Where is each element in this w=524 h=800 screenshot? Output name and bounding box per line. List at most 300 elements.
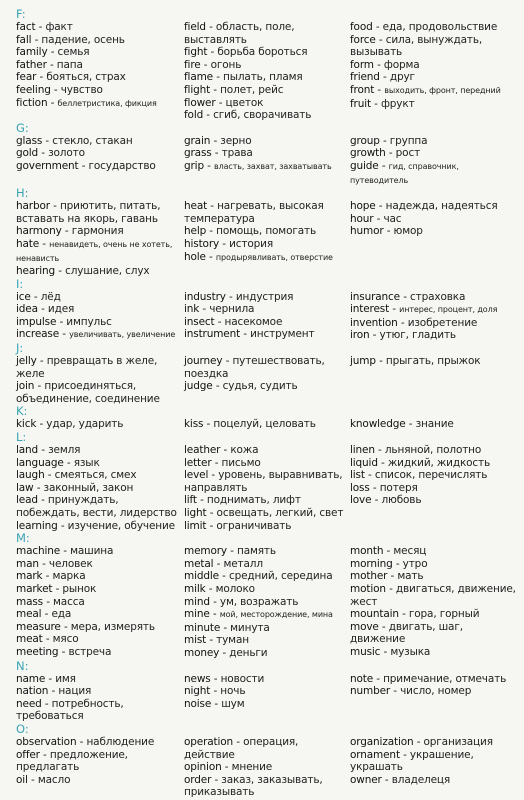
- vocabulary-entry: [350, 225, 518, 238]
- english-word: invention: [350, 316, 398, 329]
- vocabulary-entry: [184, 634, 350, 647]
- letter-section: [16, 532, 518, 659]
- russian-translation: час: [383, 212, 402, 225]
- entry-separator: -: [43, 595, 54, 608]
- entry-separator: -: [42, 134, 53, 147]
- word-column: [16, 736, 184, 799]
- vocabulary-entry: [350, 355, 518, 368]
- russian-translation: мать: [397, 570, 424, 583]
- entry-separator: -: [63, 456, 74, 469]
- entry-separator: -: [378, 159, 389, 172]
- vocabulary-entry: [184, 469, 350, 494]
- english-word: man: [16, 557, 39, 570]
- russian-translation: бояться, страх: [46, 71, 126, 84]
- russian-translation: поцелуй, целовать: [213, 418, 316, 431]
- russian-translation: знание: [415, 418, 454, 431]
- english-word: oil: [16, 773, 28, 786]
- entry-separator: -: [219, 237, 230, 250]
- english-word: judge: [184, 380, 213, 393]
- english-word: glass: [16, 134, 43, 147]
- vocabulary-entry: [16, 457, 184, 470]
- russian-translation: полет, рейс: [220, 83, 284, 96]
- vocabulary-entry: [16, 633, 184, 646]
- entry-separator: -: [39, 237, 50, 250]
- russian-translation: изобретение: [407, 316, 478, 329]
- vocabulary-entry: [16, 520, 184, 533]
- word-column: [184, 418, 350, 431]
- vocabulary-entry: [350, 469, 518, 482]
- entry-separator: -: [45, 672, 56, 685]
- entry-separator: -: [378, 620, 389, 633]
- entry-separator: -: [57, 519, 68, 532]
- english-word: mass: [16, 595, 44, 608]
- russian-translation: борьба бороться: [217, 46, 308, 59]
- section-letter-heading: K:: [16, 404, 28, 419]
- entry-separator: -: [375, 33, 386, 46]
- word-column: [184, 673, 350, 723]
- entry-separator: -: [38, 557, 49, 570]
- entry-separator: -: [206, 225, 217, 238]
- vocabulary-entry: [350, 147, 518, 160]
- russian-translation: жидкий, жидкость: [387, 456, 491, 469]
- entry-separator: -: [369, 481, 380, 494]
- vocabulary-entry: [16, 316, 184, 329]
- english-word: month: [350, 545, 384, 558]
- russian-translation: месяц: [393, 545, 427, 558]
- entry-separator: -: [205, 582, 216, 595]
- english-word: meal: [16, 608, 42, 621]
- russian-translation: предложение, предлагать: [16, 748, 128, 774]
- entry-separator: -: [212, 380, 223, 393]
- entry-separator: -: [50, 83, 61, 96]
- section-columns: [16, 673, 518, 723]
- entry-separator: -: [400, 290, 411, 303]
- entry-separator: -: [226, 545, 237, 558]
- english-word: nation: [16, 685, 49, 698]
- entry-separator: -: [381, 773, 392, 786]
- english-word: friend: [350, 71, 380, 84]
- vocabulary-entry: [16, 698, 184, 723]
- letter-section: [16, 405, 518, 431]
- russian-translation: продырявливать, отверстие: [215, 252, 333, 262]
- russian-translation: сгиб, сворачивать: [213, 109, 312, 122]
- english-word: move: [350, 620, 379, 633]
- english-word: list: [350, 469, 365, 482]
- english-word: increase: [16, 328, 60, 341]
- russian-translation: страховка: [410, 290, 466, 303]
- entry-separator: -: [203, 159, 214, 172]
- english-word: join: [16, 380, 35, 393]
- entry-separator: -: [206, 634, 217, 647]
- vocabulary-entry: [184, 380, 350, 393]
- vocabulary-entry: [350, 444, 518, 457]
- word-column: [184, 200, 350, 278]
- entry-separator: -: [36, 355, 47, 368]
- section-columns: [16, 418, 518, 431]
- vocabulary-entry: [350, 570, 518, 583]
- vocabulary-entry: [16, 646, 184, 659]
- russian-translation: земля: [48, 444, 81, 457]
- entry-separator: -: [211, 456, 222, 469]
- vocabulary-entry: [350, 71, 518, 84]
- entry-separator: -: [210, 83, 221, 96]
- letter-section: [16, 187, 518, 278]
- vocabulary-entry: [350, 457, 518, 470]
- english-word: help: [184, 225, 207, 238]
- english-word: idea: [16, 303, 38, 316]
- english-word: love: [350, 494, 372, 507]
- section-columns: [16, 291, 518, 342]
- russian-translation: кожа: [230, 444, 259, 457]
- word-column: [184, 355, 350, 405]
- russian-translation: освещать, легкий, свет: [216, 507, 344, 519]
- entry-separator: -: [370, 97, 381, 110]
- entry-separator: -: [42, 633, 53, 646]
- entry-separator: -: [213, 71, 224, 84]
- entry-separator: -: [213, 557, 224, 570]
- russian-translation: область, поле, выставлять: [184, 21, 295, 46]
- entry-separator: -: [390, 685, 401, 698]
- vocabulary-entry: [184, 494, 350, 507]
- entry-separator: -: [220, 444, 231, 457]
- entry-separator: -: [392, 557, 403, 570]
- english-word: fight: [184, 46, 208, 59]
- russian-translation: присоединяться, объединение, соединение: [16, 380, 160, 405]
- vocabulary-entry: [184, 225, 350, 238]
- english-word: industry: [184, 290, 226, 303]
- russian-translation: ненавидеть, очень не хотеть, ненависть: [16, 239, 173, 263]
- russian-translation: группа: [389, 134, 428, 147]
- entry-separator: -: [55, 265, 66, 278]
- russian-translation: друг: [389, 71, 415, 84]
- entry-separator: -: [371, 494, 382, 507]
- english-word: grip: [184, 159, 204, 172]
- entry-separator: -: [219, 646, 230, 659]
- vocabulary-entry: [184, 291, 350, 304]
- word-column: [350, 355, 518, 405]
- entry-separator: -: [203, 418, 214, 431]
- english-word: money: [184, 646, 220, 659]
- russian-translation: стекло, стакан: [52, 134, 133, 147]
- vocabulary-entry: [16, 34, 184, 47]
- vocabulary-entry: [350, 317, 518, 330]
- vocabulary-entry: [184, 698, 350, 711]
- entry-separator: -: [210, 672, 221, 685]
- entry-separator: -: [44, 469, 55, 482]
- vocabulary-entry: [350, 583, 518, 608]
- entry-separator: -: [60, 620, 71, 633]
- letter-section: [16, 723, 518, 799]
- english-word: mist: [184, 634, 207, 647]
- entry-separator: -: [209, 608, 220, 621]
- vocabulary-entry: [16, 570, 184, 583]
- english-word: flower: [184, 96, 216, 109]
- vocabulary-entry: [184, 596, 350, 609]
- russian-translation: число, номер: [400, 685, 472, 698]
- vocabulary-entry: [16, 418, 184, 431]
- english-word: instrument: [184, 328, 241, 341]
- english-word: hearing: [16, 265, 56, 278]
- vocabulary-entry: [350, 494, 518, 507]
- vocabulary-entry: [350, 774, 518, 787]
- entry-separator: -: [38, 147, 49, 160]
- vocabulary-entry: [350, 608, 518, 621]
- russian-translation: средний, середина: [228, 570, 333, 583]
- english-word: offer: [16, 748, 40, 761]
- section-columns: [16, 135, 518, 187]
- english-word: memory: [184, 545, 227, 558]
- entry-separator: -: [41, 697, 52, 710]
- english-word: fiction: [16, 96, 48, 109]
- english-word: hope: [350, 200, 376, 213]
- english-word: gold: [16, 147, 39, 160]
- english-word: news: [184, 672, 211, 685]
- vocabulary-entry: [16, 469, 184, 482]
- entry-separator: -: [76, 735, 87, 748]
- vocabulary-entry: [184, 622, 350, 635]
- vocabulary-entry: [16, 736, 184, 749]
- russian-translation: форма: [383, 58, 420, 71]
- russian-translation: организация: [423, 735, 493, 748]
- vocabulary-entry: [184, 328, 350, 341]
- english-word: order: [184, 773, 212, 786]
- entry-separator: -: [78, 159, 89, 172]
- vocabulary-entry: [16, 21, 184, 34]
- vocabulary-entry: [184, 71, 350, 84]
- entry-separator: -: [61, 225, 72, 238]
- word-column: [16, 135, 184, 187]
- entry-separator: -: [397, 316, 408, 329]
- word-column: [350, 418, 518, 431]
- word-column: [184, 291, 350, 342]
- vocabulary-entry: [16, 673, 184, 686]
- vocabulary-entry: [16, 135, 184, 148]
- entry-separator: -: [379, 134, 390, 147]
- english-word: measure: [16, 620, 61, 633]
- vocabulary-entry: [350, 482, 518, 495]
- english-word: insect: [184, 315, 215, 328]
- vocabulary-entry: [184, 251, 350, 265]
- vocabulary-entry: [350, 160, 518, 187]
- english-word: interest: [350, 303, 390, 316]
- entry-separator: -: [380, 645, 391, 658]
- english-word: language: [16, 456, 64, 469]
- word-column: [184, 736, 350, 799]
- vocabulary-entry: [350, 291, 518, 304]
- section-letter-heading: N:: [16, 658, 29, 673]
- entry-separator: -: [33, 481, 44, 494]
- english-word: machine: [16, 545, 61, 558]
- english-word: loss: [350, 481, 370, 494]
- russian-translation: гид, справочник, путеводитель: [350, 161, 459, 185]
- russian-translation: ночь: [220, 685, 246, 698]
- entry-separator: -: [210, 134, 221, 147]
- english-word: ink: [184, 303, 200, 316]
- russian-translation: заказ, заказывать, приказывать: [184, 773, 323, 799]
- vocabulary-entry: [184, 608, 350, 622]
- english-word: knowledge: [350, 418, 406, 431]
- vocabulary-entry: [16, 225, 184, 238]
- russian-translation: владелеця: [391, 773, 451, 786]
- english-word: jump: [350, 355, 376, 368]
- russian-translation: государство: [88, 159, 156, 172]
- russian-translation: интерес, процент, доля: [399, 305, 498, 315]
- entry-separator: -: [211, 697, 222, 710]
- english-word: laugh: [16, 469, 45, 482]
- vocabulary-entry: [184, 444, 350, 457]
- russian-translation: мнение: [231, 761, 273, 774]
- entry-separator: -: [214, 315, 225, 328]
- english-word: law: [16, 481, 34, 494]
- russian-translation: сила, вынуждать, вызывать: [350, 33, 483, 59]
- vocabulary-entry: [184, 507, 350, 520]
- vocabulary-entry: [16, 97, 184, 111]
- english-word: group: [350, 134, 380, 147]
- vocabulary-entry: [16, 545, 184, 558]
- english-word: lead: [16, 494, 38, 507]
- vocabulary-entry: [350, 59, 518, 72]
- entry-separator: -: [373, 672, 384, 685]
- entry-separator: -: [27, 773, 38, 786]
- word-column: [16, 545, 184, 659]
- english-word: jelly: [16, 355, 37, 368]
- entry-separator: -: [36, 71, 47, 84]
- russian-translation: имя: [55, 672, 76, 685]
- english-word: flame: [184, 71, 213, 84]
- word-column: [350, 444, 518, 532]
- vocabulary-entry: [184, 355, 350, 380]
- vocabulary-entry: [16, 265, 184, 278]
- russian-translation: письмо: [221, 456, 261, 469]
- english-word: market: [16, 582, 53, 595]
- english-word: flight: [184, 83, 211, 96]
- english-word: iron: [350, 329, 370, 342]
- english-word: journey: [184, 355, 223, 368]
- russian-translation: власть, захват, захватывать: [213, 161, 332, 171]
- english-word: harmony: [16, 225, 62, 238]
- russian-translation: огонь: [210, 58, 242, 71]
- vocabulary-entry: [16, 355, 184, 380]
- english-word: kiss: [184, 418, 204, 431]
- vocabulary-entry: [350, 303, 518, 317]
- english-word: ornament: [350, 748, 400, 761]
- letter-section: [16, 342, 518, 405]
- vocabulary-entry: [350, 200, 518, 213]
- entry-separator: -: [399, 748, 410, 761]
- english-word: morning: [350, 557, 393, 570]
- english-word: hour: [350, 212, 374, 225]
- english-word: mark: [16, 570, 43, 583]
- english-word: kick: [16, 418, 37, 431]
- vocabulary-entry: [184, 647, 350, 660]
- section-letter-heading: I:: [16, 276, 24, 291]
- russian-translation: падение, осень: [41, 33, 125, 46]
- english-word: letter: [184, 456, 212, 469]
- entry-separator: -: [413, 735, 424, 748]
- vocabulary-entry: [350, 213, 518, 226]
- russian-translation: уровень, выравнивать, направлять: [184, 469, 343, 494]
- word-column: [16, 444, 184, 532]
- russian-translation: лёд: [40, 290, 61, 303]
- russian-translation: путешествовать, поездка: [184, 355, 325, 380]
- russian-translation: приютить, питать, вставать на якорь, гавань: [16, 200, 161, 225]
- english-word: government: [16, 159, 79, 172]
- russian-translation: судья, судить: [222, 380, 298, 393]
- english-word: operation: [184, 735, 234, 748]
- entry-separator: -: [385, 147, 396, 160]
- vocabulary-entry: [184, 59, 350, 72]
- vocabulary-entry: [16, 482, 184, 495]
- russian-translation: мера, измерять: [70, 620, 155, 633]
- english-word: metal: [184, 557, 214, 570]
- russian-translation: чувство: [60, 83, 103, 96]
- entry-separator: -: [369, 329, 380, 342]
- english-word: milk: [184, 582, 206, 595]
- letter-section: [16, 122, 518, 187]
- vocabulary-entry: [16, 494, 184, 519]
- vocabulary-entry: [184, 200, 350, 225]
- entry-separator: -: [383, 225, 394, 238]
- russian-translation: двигать, шаг, движение: [350, 620, 463, 646]
- english-word: front: [350, 83, 375, 96]
- entry-separator: -: [405, 418, 416, 431]
- russian-translation: рынок: [62, 582, 97, 595]
- russian-translation: факт: [45, 21, 73, 33]
- russian-translation: мясо: [52, 633, 79, 646]
- russian-translation: надежда, надеяться: [385, 200, 498, 213]
- entry-separator: -: [203, 109, 214, 122]
- english-word: number: [350, 685, 391, 698]
- entry-separator: -: [398, 608, 409, 621]
- entry-separator: -: [208, 469, 219, 482]
- entry-separator: -: [56, 315, 67, 328]
- russian-translation: идея: [47, 303, 75, 316]
- entry-separator: -: [206, 507, 217, 519]
- entry-separator: -: [375, 200, 386, 213]
- russian-translation: трава: [221, 147, 253, 160]
- russian-translation: ум, возражать: [219, 595, 299, 608]
- russian-translation: льняной, полотно: [384, 444, 482, 457]
- vocabulary-entry: [16, 238, 184, 265]
- vocabulary-entry: [16, 59, 184, 72]
- entry-separator: -: [47, 46, 58, 59]
- english-word: land: [16, 444, 39, 457]
- russian-translation: законный, закон: [43, 481, 134, 494]
- vocabulary-entry: [16, 444, 184, 457]
- russian-translation: масло: [37, 773, 71, 786]
- english-word: light: [184, 507, 207, 519]
- english-word: mother: [350, 570, 388, 583]
- vocabulary-entry: [184, 147, 350, 160]
- english-word: observation: [16, 735, 77, 748]
- russian-translation: потеря: [379, 481, 418, 494]
- vocabulary-entry: [184, 84, 350, 97]
- entry-separator: -: [200, 58, 211, 71]
- entry-separator: -: [377, 456, 388, 469]
- russian-translation: металл: [223, 557, 263, 570]
- russian-translation: примечание, отмечать: [383, 672, 507, 685]
- russian-translation: помощь, помогать: [216, 225, 317, 238]
- word-column: [350, 545, 518, 659]
- entry-separator: -: [37, 494, 48, 507]
- english-word: grain: [184, 134, 211, 147]
- russian-translation: принуждать, побеждать, вести, лидерство: [16, 494, 177, 519]
- entry-separator: -: [206, 519, 217, 532]
- vocabulary-entry: [350, 685, 518, 698]
- word-column: [350, 200, 518, 278]
- russian-translation: ограничивать: [216, 519, 292, 532]
- english-word: leather: [184, 444, 221, 457]
